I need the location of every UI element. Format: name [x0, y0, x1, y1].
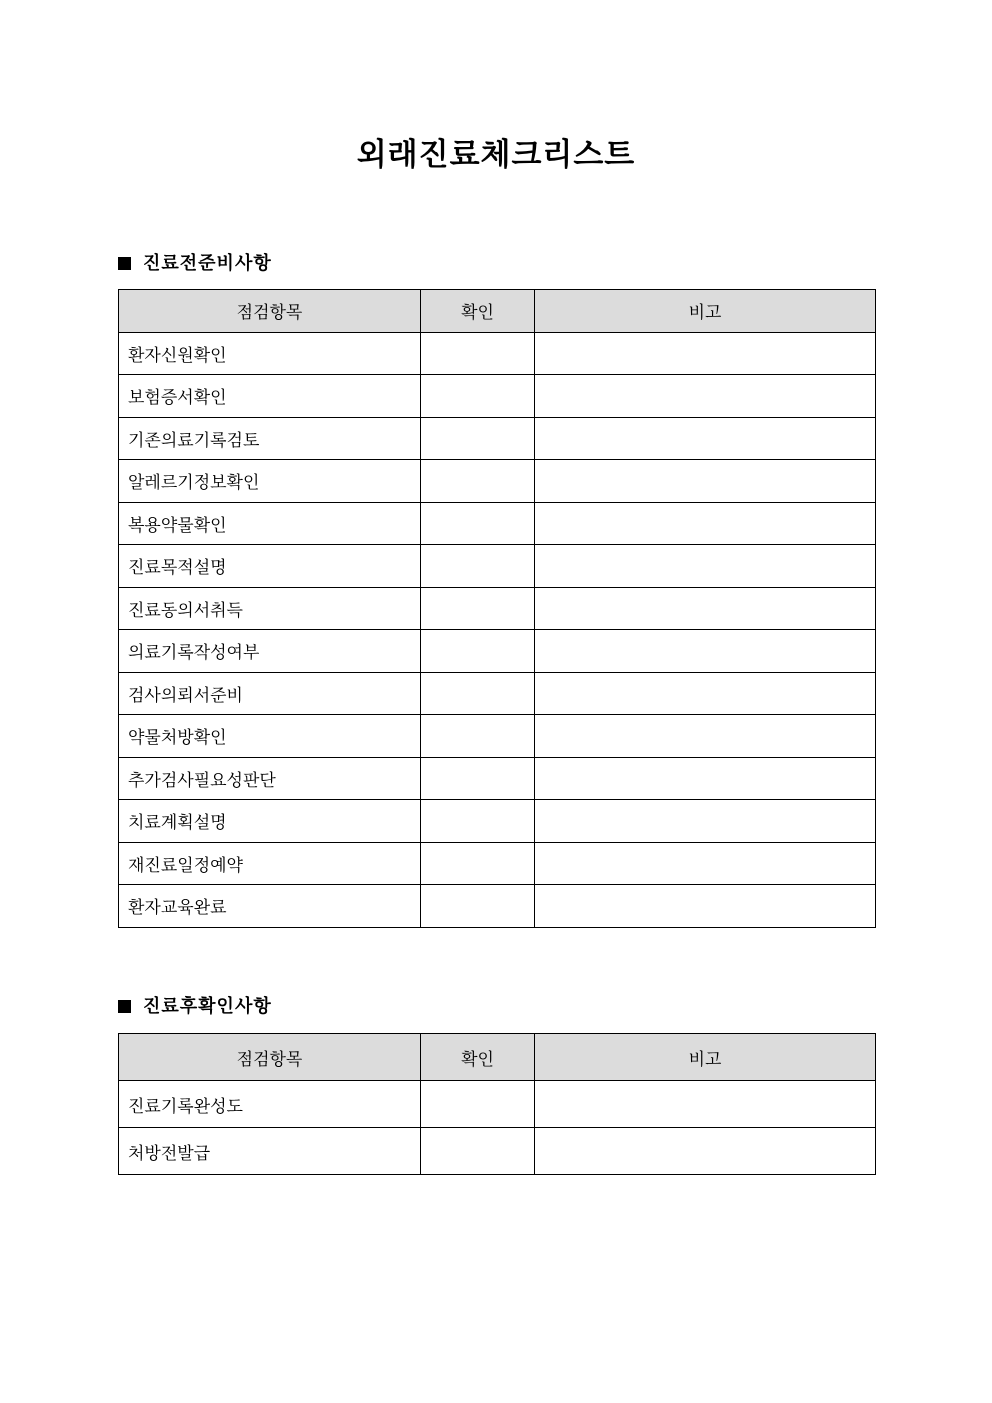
remarks-cell[interactable] [535, 800, 876, 843]
confirm-cell[interactable] [421, 460, 535, 503]
remarks-cell[interactable] [535, 460, 876, 503]
section-heading-pre-visit [118, 252, 272, 276]
check-item-label: 재진료일정예약 [119, 842, 421, 885]
confirm-cell[interactable] [421, 1081, 535, 1128]
table-header-row [119, 1034, 876, 1081]
check-item-label: 약물처방확인 [119, 715, 421, 758]
remarks-cell[interactable] [535, 715, 876, 758]
remarks-cell[interactable] [535, 375, 876, 418]
table-row [119, 800, 876, 843]
square-bullet-icon [118, 257, 131, 270]
table-row [119, 587, 876, 630]
post-visit-checklist-table [118, 1033, 876, 1175]
remarks-cell[interactable] [535, 417, 876, 460]
check-item-label: 환자교육완료 [119, 885, 421, 928]
check-item-label: 알레르기정보확인 [119, 460, 421, 503]
confirm-cell[interactable] [421, 757, 535, 800]
confirm-cell[interactable] [421, 502, 535, 545]
table-row [119, 502, 876, 545]
check-item-label: 복용약물확인 [119, 502, 421, 545]
table-row [119, 460, 876, 503]
check-item-label: 환자신원확인 [119, 332, 421, 375]
table-row [119, 630, 876, 673]
document-title: 외래진료체크리스트 [356, 137, 636, 173]
remarks-cell[interactable] [535, 587, 876, 630]
check-item-label: 추가검사필요성판단 [119, 757, 421, 800]
check-item-label: 보험증서확인 [119, 375, 421, 418]
section-heading-post-visit [118, 995, 272, 1019]
header-check-item: 점검항목 [119, 1034, 421, 1081]
pre-visit-checklist-table [118, 289, 876, 928]
table-row [119, 672, 876, 715]
square-bullet-icon [118, 1000, 131, 1013]
check-item-label: 진료기록완성도 [119, 1081, 421, 1128]
check-item-label: 의료기록작성여부 [119, 630, 421, 673]
header-remarks: 비고 [535, 290, 876, 333]
remarks-cell[interactable] [535, 332, 876, 375]
confirm-cell[interactable] [421, 672, 535, 715]
table-row [119, 757, 876, 800]
confirm-cell[interactable] [421, 417, 535, 460]
confirm-cell[interactable] [421, 332, 535, 375]
table-row [119, 842, 876, 885]
confirm-cell[interactable] [421, 800, 535, 843]
table-row [119, 417, 876, 460]
confirm-cell[interactable] [421, 885, 535, 928]
header-check-item: 점검항목 [119, 290, 421, 333]
remarks-cell[interactable] [535, 885, 876, 928]
remarks-cell[interactable] [535, 502, 876, 545]
section-heading-text: 진료전준비사항 [143, 253, 272, 274]
table-row [119, 545, 876, 588]
remarks-cell[interactable] [535, 672, 876, 715]
table-header-row [119, 290, 876, 333]
check-item-label: 처방전발급 [119, 1128, 421, 1175]
check-item-label: 진료목적설명 [119, 545, 421, 588]
table-row [119, 885, 876, 928]
remarks-cell[interactable] [535, 545, 876, 588]
header-remarks: 비고 [535, 1034, 876, 1081]
table-row [119, 1081, 876, 1128]
confirm-cell[interactable] [421, 715, 535, 758]
remarks-cell[interactable] [535, 757, 876, 800]
table-row [119, 375, 876, 418]
remarks-cell[interactable] [535, 1081, 876, 1128]
confirm-cell[interactable] [421, 842, 535, 885]
confirm-cell[interactable] [421, 630, 535, 673]
check-item-label: 치료계획설명 [119, 800, 421, 843]
check-item-label: 진료동의서취득 [119, 587, 421, 630]
section-heading-text: 진료후확인사항 [143, 996, 272, 1017]
remarks-cell[interactable] [535, 630, 876, 673]
confirm-cell[interactable] [421, 375, 535, 418]
confirm-cell[interactable] [421, 545, 535, 588]
header-confirm: 확인 [421, 1034, 535, 1081]
remarks-cell[interactable] [535, 1128, 876, 1175]
confirm-cell[interactable] [421, 587, 535, 630]
confirm-cell[interactable] [421, 1128, 535, 1175]
header-confirm: 확인 [421, 290, 535, 333]
check-item-label: 검사의뢰서준비 [119, 672, 421, 715]
table-row [119, 1128, 876, 1175]
table-row [119, 332, 876, 375]
check-item-label: 기존의료기록검토 [119, 417, 421, 460]
table-row [119, 715, 876, 758]
remarks-cell[interactable] [535, 842, 876, 885]
